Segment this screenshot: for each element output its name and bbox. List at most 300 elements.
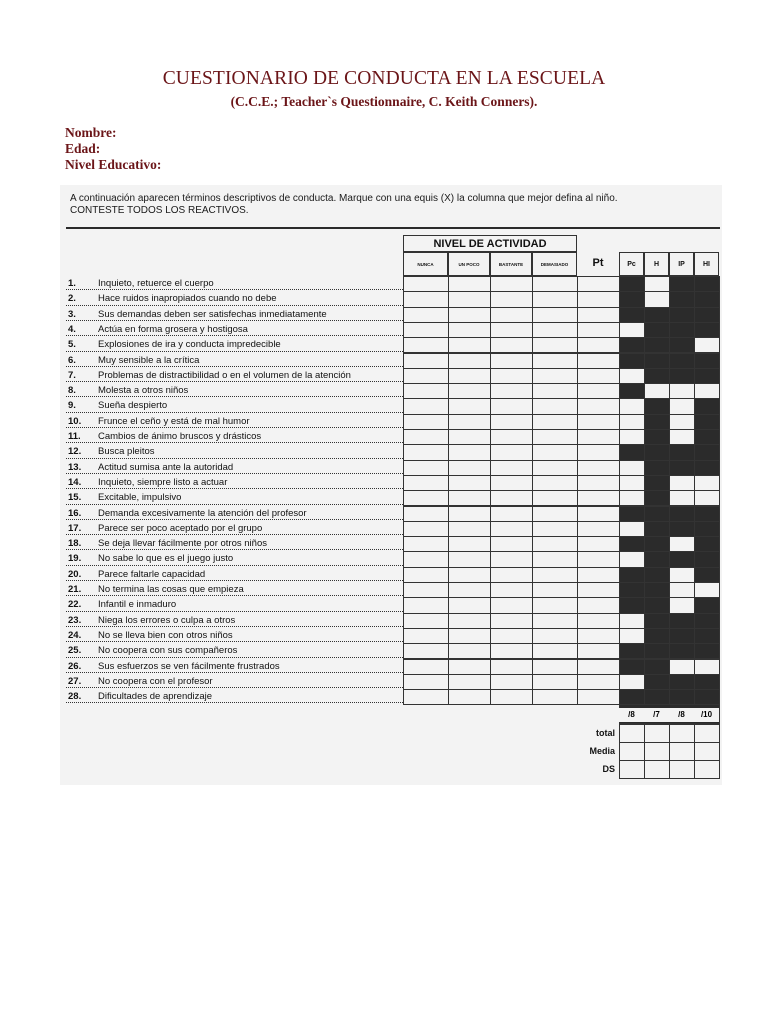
pt-cell-7[interactable] <box>577 368 620 384</box>
factor-cell-14-2[interactable] <box>669 475 695 491</box>
factor-cell-5-3[interactable] <box>694 337 720 353</box>
summary-cell-2-1[interactable] <box>644 760 670 779</box>
pt-cell-1[interactable] <box>577 276 620 292</box>
item-text-23: Niega los errores o culpa a otros <box>98 614 236 626</box>
edad-label: Edad: <box>65 141 101 156</box>
answer-cell-24-1[interactable] <box>448 628 491 644</box>
answer-cell-22-3[interactable] <box>532 597 578 613</box>
answer-cell-14-1[interactable] <box>448 475 491 491</box>
factor-cell-17-0[interactable] <box>619 521 645 537</box>
factor-cell-27-0[interactable] <box>619 674 645 690</box>
factor-cell-23-0[interactable] <box>619 613 645 629</box>
answer-cell-3-0[interactable] <box>403 307 449 323</box>
answer-cell-17-3[interactable] <box>532 521 578 537</box>
item-underline-18 <box>66 549 403 550</box>
item-number-21: 21. <box>68 584 82 595</box>
pt-cell-16[interactable] <box>577 506 620 522</box>
answer-cell-7-1[interactable] <box>448 368 491 384</box>
summary-cell-0-1[interactable] <box>644 724 670 743</box>
item-text-27: No coopera con el profesor <box>98 675 213 687</box>
item-underline-9 <box>66 412 403 413</box>
item-underline-1 <box>66 289 403 290</box>
answer-cell-26-1[interactable] <box>448 659 491 675</box>
factor-cell-3-1 <box>644 307 670 323</box>
item-underline-15 <box>66 504 403 505</box>
factor-cell-12-0 <box>619 444 645 460</box>
answer-cell-5-1[interactable] <box>448 337 491 353</box>
factor-cell-7-0[interactable] <box>619 368 645 384</box>
answer-cell-21-3[interactable] <box>532 582 578 598</box>
factor-cell-27-1 <box>644 674 670 690</box>
item-text-12: Busca pleitos <box>98 446 155 458</box>
item-text-17: Parece ser poco aceptado por el grupo <box>98 522 263 534</box>
factor-cell-1-3 <box>694 276 720 292</box>
answer-cell-12-2[interactable] <box>490 444 533 460</box>
answer-cell-19-0[interactable] <box>403 551 449 567</box>
instructions <box>70 193 710 217</box>
factor-cell-9-0[interactable] <box>619 398 645 414</box>
pt-cell-26[interactable] <box>577 659 620 675</box>
answer-cell-6-0[interactable] <box>403 353 449 369</box>
item-number-18: 18. <box>68 538 82 550</box>
summary-cell-1-0[interactable] <box>619 742 645 761</box>
answer-cell-13-1[interactable] <box>448 460 491 476</box>
item-number-22: 22. <box>68 599 82 611</box>
student-fields <box>65 125 161 173</box>
answer-cell-12-0[interactable] <box>403 444 449 460</box>
answer-cell-13-0[interactable] <box>403 460 449 476</box>
answer-cell-23-0[interactable] <box>403 613 449 629</box>
nivel-educativo-label: Nivel Educativo: <box>65 157 162 172</box>
summary-cell-1-3[interactable] <box>694 742 720 761</box>
answer-cell-20-3[interactable] <box>532 567 578 583</box>
answer-cell-25-0[interactable] <box>403 643 449 659</box>
factor-cell-9-1 <box>644 398 670 414</box>
item-number-23: 23. <box>68 614 82 626</box>
factor-cell-13-0[interactable] <box>619 460 645 476</box>
pt-cell-20[interactable] <box>577 567 620 583</box>
answer-cell-13-2[interactable] <box>490 460 533 476</box>
summary-cell-0-0[interactable] <box>619 724 645 743</box>
factor-cell-17-2 <box>669 521 695 537</box>
answer-cell-18-3[interactable] <box>532 536 578 552</box>
factor-cell-10-2[interactable] <box>669 414 695 430</box>
factor-cell-11-1 <box>644 429 670 445</box>
answer-cell-9-3[interactable] <box>532 398 578 414</box>
answer-cell-2-0[interactable] <box>403 291 449 307</box>
pt-cell-17[interactable] <box>577 521 620 537</box>
item-number-10: 10. <box>68 415 82 427</box>
factor-cell-21-1 <box>644 582 670 598</box>
item-underline-27 <box>66 687 403 688</box>
factor-cell-8-3[interactable] <box>694 383 720 399</box>
factor-cell-26-2[interactable] <box>669 659 695 675</box>
item-number-16: 16. <box>68 507 82 519</box>
factor-cell-17-3 <box>694 521 720 537</box>
pt-cell-22[interactable] <box>577 597 620 613</box>
answer-cell-8-2[interactable] <box>490 383 533 399</box>
summary-cell-2-0[interactable] <box>619 760 645 779</box>
item-number-11: 11. <box>68 431 81 442</box>
factor-cell-4-0[interactable] <box>619 322 645 338</box>
answer-cell-1-2[interactable] <box>490 276 533 292</box>
answer-cell-4-1[interactable] <box>448 322 491 338</box>
factor-cell-26-3[interactable] <box>694 659 720 675</box>
item-text-14: Inquieto, siempre listo a actuar <box>98 476 228 488</box>
factor-header-1: H <box>644 252 669 276</box>
factor-total-2: /8 <box>669 708 694 722</box>
answer-cell-23-1[interactable] <box>448 613 491 629</box>
answer-cell-5-3[interactable] <box>532 337 578 353</box>
answer-cell-22-1[interactable] <box>448 597 491 613</box>
item-underline-10 <box>66 427 403 428</box>
answer-cell-2-2[interactable] <box>490 291 533 307</box>
answer-cell-3-3[interactable] <box>532 307 578 323</box>
answer-cell-16-0[interactable] <box>403 506 449 522</box>
factor-header-0: Pc <box>619 252 644 276</box>
factor-cell-13-3 <box>694 460 720 476</box>
answer-cell-5-0[interactable] <box>403 337 449 353</box>
answer-cell-19-1[interactable] <box>448 551 491 567</box>
factor-cell-24-0[interactable] <box>619 628 645 644</box>
answer-cell-9-0[interactable] <box>403 398 449 414</box>
pt-cell-2[interactable] <box>577 291 620 307</box>
answer-cell-8-3[interactable] <box>532 383 578 399</box>
pt-cell-11[interactable] <box>577 429 620 445</box>
item-number-6: 6. <box>68 354 76 366</box>
factor-cell-7-1 <box>644 368 670 384</box>
answer-cell-16-2[interactable] <box>490 506 533 522</box>
item-text-18: Se deja llevar fácilmente por otros niños <box>98 538 267 550</box>
item-text-25: No coopera con sus compañeros <box>98 645 238 657</box>
factor-cell-11-2[interactable] <box>669 429 695 445</box>
answer-cell-8-1[interactable] <box>448 383 491 399</box>
factor-cell-6-3 <box>694 353 720 369</box>
item-number-1: 1. <box>68 278 76 289</box>
answer-cell-9-2[interactable] <box>490 398 533 414</box>
factor-cell-25-0 <box>619 643 645 659</box>
item-text-20: Parece faltarle capacidad <box>98 568 206 580</box>
page-title: CUESTIONARIO DE CONDUCTA EN LA ESCUELA <box>162 68 606 89</box>
factor-cell-15-1 <box>644 490 670 506</box>
answer-cell-20-2[interactable] <box>490 567 533 583</box>
answer-cell-6-2[interactable] <box>490 353 533 369</box>
factor-cell-25-2 <box>669 643 695 659</box>
factor-cell-25-3 <box>694 643 720 659</box>
answer-cell-3-1[interactable] <box>448 307 491 323</box>
item-underline-20 <box>66 580 403 581</box>
factor-cell-24-1 <box>644 628 670 644</box>
factor-cell-14-3[interactable] <box>694 475 720 491</box>
answer-cell-11-2[interactable] <box>490 429 533 445</box>
item-underline-28 <box>66 702 403 703</box>
factor-cell-4-3 <box>694 322 720 338</box>
factor-cell-26-1 <box>644 659 670 675</box>
factor-cell-22-1 <box>644 597 670 613</box>
answer-cell-17-2[interactable] <box>490 521 533 537</box>
factor-cell-19-3 <box>694 551 720 567</box>
pt-cell-15[interactable] <box>577 490 620 506</box>
answer-cell-12-1[interactable] <box>448 444 491 460</box>
factor-total-3: /10 <box>694 708 719 722</box>
answer-cell-2-3[interactable] <box>532 291 578 307</box>
item-text-10: Frunce el ceño y está de mal humor <box>98 415 250 427</box>
pt-cell-4[interactable] <box>577 322 620 338</box>
answer-cell-9-1[interactable] <box>448 398 491 414</box>
pt-cell-10[interactable] <box>577 414 620 430</box>
answer-cell-17-0[interactable] <box>403 521 449 537</box>
answer-cell-10-2[interactable] <box>490 414 533 430</box>
item-number-5: 5. <box>68 339 76 351</box>
answer-cell-13-3[interactable] <box>532 460 578 476</box>
answer-cell-22-2[interactable] <box>490 597 533 613</box>
pt-cell-27[interactable] <box>577 674 620 690</box>
factor-cell-24-2 <box>669 628 695 644</box>
answer-cell-3-2[interactable] <box>490 307 533 323</box>
summary-cell-1-1[interactable] <box>644 742 670 761</box>
answer-cell-25-2[interactable] <box>490 643 533 659</box>
factor-cell-28-1 <box>644 689 670 705</box>
item-underline-6 <box>66 366 403 367</box>
answer-cell-21-1[interactable] <box>448 582 491 598</box>
answer-cell-26-0[interactable] <box>403 659 449 675</box>
item-text-24: No se lleva bien con otros niños <box>98 629 233 641</box>
factor-cell-28-3 <box>694 689 720 705</box>
summary-cell-2-2[interactable] <box>669 760 695 779</box>
item-underline-2 <box>66 305 403 306</box>
item-number-27: 27. <box>68 675 82 687</box>
item-underline-17 <box>66 534 403 535</box>
answer-cell-14-2[interactable] <box>490 475 533 491</box>
factor-cell-3-0 <box>619 307 645 323</box>
item-number-25: 25. <box>68 645 82 657</box>
answer-cell-14-3[interactable] <box>532 475 578 491</box>
table-top-rule <box>66 227 720 229</box>
factor-cell-4-1 <box>644 322 670 338</box>
summary-cell-0-3[interactable] <box>694 724 720 743</box>
answer-cell-28-2[interactable] <box>490 689 533 705</box>
factor-cell-11-0[interactable] <box>619 429 645 445</box>
answer-cell-28-3[interactable] <box>532 689 578 705</box>
answer-cell-18-0[interactable] <box>403 536 449 552</box>
pt-cell-23[interactable] <box>577 613 620 629</box>
pt-cell-8[interactable] <box>577 383 620 399</box>
factor-cell-12-2 <box>669 444 695 460</box>
answer-cell-24-0[interactable] <box>403 628 449 644</box>
pt-cell-3[interactable] <box>577 307 620 323</box>
factor-cell-20-2[interactable] <box>669 567 695 583</box>
factor-cell-12-3 <box>694 444 720 460</box>
factor-cell-16-2 <box>669 506 695 522</box>
factor-cell-22-0 <box>619 597 645 613</box>
answer-cell-27-2[interactable] <box>490 674 533 690</box>
answer-cell-4-2[interactable] <box>490 322 533 338</box>
instructions-line-2: CONTESTE TODOS LOS REACTIVOS. <box>70 205 249 216</box>
answer-cell-11-3[interactable] <box>532 429 578 445</box>
pt-cell-21[interactable] <box>577 582 620 598</box>
item-number-15: 15. <box>68 492 82 504</box>
factor-cell-5-1 <box>644 337 670 353</box>
answer-cell-7-0[interactable] <box>403 368 449 384</box>
factor-cell-8-0 <box>619 383 645 399</box>
item-text-6: Muy sensible a la crítica <box>98 354 200 366</box>
pt-cell-19[interactable] <box>577 551 620 567</box>
factor-cell-3-2 <box>669 307 695 323</box>
item-number-20: 20. <box>68 568 82 580</box>
answer-cell-5-2[interactable] <box>490 337 533 353</box>
summary-cell-0-2[interactable] <box>669 724 695 743</box>
factor-cell-14-1 <box>644 475 670 491</box>
factor-cell-18-2[interactable] <box>669 536 695 552</box>
answer-cell-11-1[interactable] <box>448 429 491 445</box>
item-underline-16 <box>66 519 403 520</box>
factor-cell-2-1[interactable] <box>644 291 670 307</box>
pt-cell-18[interactable] <box>577 536 620 552</box>
answer-cell-16-1[interactable] <box>448 506 491 522</box>
factor-cell-9-2[interactable] <box>669 398 695 414</box>
answer-cell-18-2[interactable] <box>490 536 533 552</box>
answer-cell-21-0[interactable] <box>403 582 449 598</box>
item-number-26: 26. <box>68 660 82 672</box>
answer-cell-4-0[interactable] <box>403 322 449 338</box>
factor-cell-8-2[interactable] <box>669 383 695 399</box>
answer-cell-15-3[interactable] <box>532 490 578 506</box>
answer-cell-15-2[interactable] <box>490 490 533 506</box>
factor-cell-14-0[interactable] <box>619 475 645 491</box>
answer-cell-21-2[interactable] <box>490 582 533 598</box>
answer-cell-12-3[interactable] <box>532 444 578 460</box>
factor-cell-15-3[interactable] <box>694 490 720 506</box>
answer-cell-1-0[interactable] <box>403 276 449 292</box>
col-header-3: DEMASIADO <box>532 252 577 276</box>
answer-cell-27-3[interactable] <box>532 674 578 690</box>
pt-cell-25[interactable] <box>577 643 620 659</box>
answer-cell-15-1[interactable] <box>448 490 491 506</box>
factor-cell-1-1[interactable] <box>644 276 670 292</box>
answer-cell-14-0[interactable] <box>403 475 449 491</box>
answer-cell-15-0[interactable] <box>403 490 449 506</box>
factor-cell-27-2 <box>669 674 695 690</box>
answer-cell-1-1[interactable] <box>448 276 491 292</box>
pt-cell-12[interactable] <box>577 444 620 460</box>
factor-cell-10-0[interactable] <box>619 414 645 430</box>
answer-cell-22-0[interactable] <box>403 597 449 613</box>
answer-cell-23-3[interactable] <box>532 613 578 629</box>
answer-cell-2-1[interactable] <box>448 291 491 307</box>
answer-cell-11-0[interactable] <box>403 429 449 445</box>
answer-cell-27-1[interactable] <box>448 674 491 690</box>
factor-cell-21-3[interactable] <box>694 582 720 598</box>
answer-cell-6-3[interactable] <box>532 353 578 369</box>
answer-cell-10-1[interactable] <box>448 414 491 430</box>
item-text-4: Actúa en forma grosera y hostigosa <box>98 323 248 335</box>
answer-cell-18-1[interactable] <box>448 536 491 552</box>
factor-cell-13-1 <box>644 460 670 476</box>
item-text-7: Problemas de distractibilidad o en el volumen de la atención <box>98 369 351 381</box>
pt-cell-13[interactable] <box>577 460 620 476</box>
item-number-14: 14. <box>68 476 82 488</box>
pt-cell-28[interactable] <box>577 689 620 705</box>
answer-cell-26-3[interactable] <box>532 659 578 675</box>
item-text-13: Actitud sumisa ante la autoridad <box>98 461 234 473</box>
item-text-21: No termina las cosas que empieza <box>98 584 244 595</box>
item-underline-25 <box>66 657 403 658</box>
answer-cell-24-2[interactable] <box>490 628 533 644</box>
factor-cell-23-3 <box>694 613 720 629</box>
factor-cell-2-3 <box>694 291 720 307</box>
pt-cell-9[interactable] <box>577 398 620 414</box>
answer-cell-25-3[interactable] <box>532 643 578 659</box>
answer-cell-28-1[interactable] <box>448 689 491 705</box>
col-header-2: BASTANTE <box>490 252 532 276</box>
factor-cell-11-3 <box>694 429 720 445</box>
factor-cell-18-0 <box>619 536 645 552</box>
factor-cell-19-1 <box>644 551 670 567</box>
pt-cell-24[interactable] <box>577 628 620 644</box>
factor-cell-18-1 <box>644 536 670 552</box>
answer-cell-20-0[interactable] <box>403 567 449 583</box>
item-number-12: 12. <box>68 446 82 458</box>
answer-cell-7-3[interactable] <box>532 368 578 384</box>
factor-cell-17-1 <box>644 521 670 537</box>
factor-cell-6-2 <box>669 353 695 369</box>
answer-cell-27-0[interactable] <box>403 674 449 690</box>
factor-cell-1-0 <box>619 276 645 292</box>
factor-cell-15-0[interactable] <box>619 490 645 506</box>
factor-cell-22-2[interactable] <box>669 597 695 613</box>
factor-cell-8-1[interactable] <box>644 383 670 399</box>
answer-cell-24-3[interactable] <box>532 628 578 644</box>
factor-cell-19-0[interactable] <box>619 551 645 567</box>
pt-cell-14[interactable] <box>577 475 620 491</box>
answer-cell-1-3[interactable] <box>532 276 578 292</box>
answer-cell-23-2[interactable] <box>490 613 533 629</box>
pt-cell-6[interactable] <box>577 353 620 369</box>
answer-cell-7-2[interactable] <box>490 368 533 384</box>
answer-cell-10-3[interactable] <box>532 414 578 430</box>
answer-cell-17-1[interactable] <box>448 521 491 537</box>
pt-cell-5[interactable] <box>577 337 620 353</box>
answer-cell-25-1[interactable] <box>448 643 491 659</box>
answer-cell-10-0[interactable] <box>403 414 449 430</box>
answer-cell-19-2[interactable] <box>490 551 533 567</box>
factor-cell-7-3 <box>694 368 720 384</box>
factor-cell-1-2 <box>669 276 695 292</box>
answer-cell-6-1[interactable] <box>448 353 491 369</box>
answer-cell-20-1[interactable] <box>448 567 491 583</box>
factor-cell-15-2[interactable] <box>669 490 695 506</box>
answer-cell-26-2[interactable] <box>490 659 533 675</box>
answer-cell-28-0[interactable] <box>403 689 449 705</box>
item-number-28: 28. <box>68 691 82 703</box>
factor-cell-5-0 <box>619 337 645 353</box>
answer-cell-16-3[interactable] <box>532 506 578 522</box>
item-text-16: Demanda excesivamente la atención del profesor <box>98 507 307 519</box>
item-underline-12 <box>66 458 403 459</box>
item-text-19: No sabe lo que es el juego justo <box>98 553 234 565</box>
answer-cell-8-0[interactable] <box>403 383 449 399</box>
factor-header-2: IP <box>669 252 694 276</box>
summary-cell-1-2[interactable] <box>669 742 695 761</box>
summary-cell-2-3[interactable] <box>694 760 720 779</box>
factor-cell-10-1 <box>644 414 670 430</box>
factor-cell-21-2[interactable] <box>669 582 695 598</box>
factor-header-3: HI <box>694 252 719 276</box>
answer-cell-4-3[interactable] <box>532 322 578 338</box>
summary-label-1: Media <box>589 746 615 757</box>
factor-cell-4-2 <box>669 322 695 338</box>
answer-cell-19-3[interactable] <box>532 551 578 567</box>
